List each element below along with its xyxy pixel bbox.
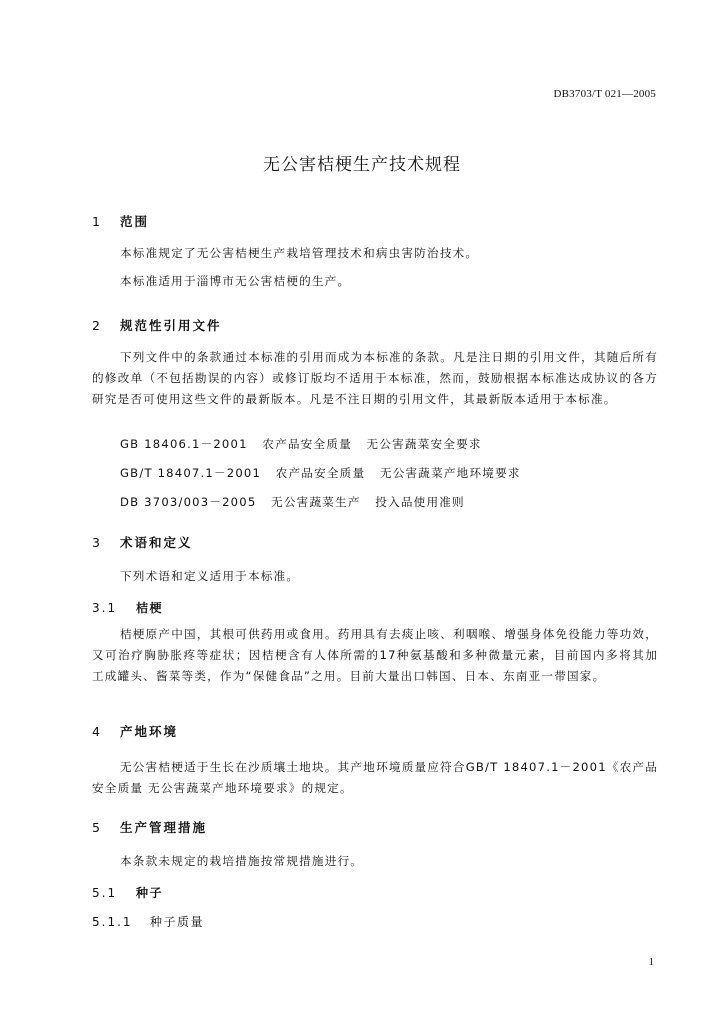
- section-4-heading: [92, 722, 178, 740]
- section-title: 产地环境: [120, 724, 179, 739]
- reference-item: DB 3703/003－2005 无公害蔬菜生产 投入品使用准则: [120, 495, 465, 509]
- standard-code: DB3703/T 021—2005: [553, 88, 656, 100]
- section-title: 规范性引用文件: [120, 318, 222, 333]
- document-title: 无公害桔梗生产技术规程: [263, 155, 461, 175]
- section-1-heading: [92, 212, 149, 230]
- paragraph: 下列文件中的条款通过本标准的引用而成为本标准的条款。凡是注日期的引用文件，其随后所有的修改单（不包括勘误的内容）或修订版均不适用于本标准，然而，鼓励根据本标准达成协议的各方研究是否可使用这些文件的最新版本。凡是不注日期的引用文件，其最新版本适用于本标准。: [92, 350, 658, 406]
- section-number: 2: [92, 318, 102, 333]
- subsection-number: 5.1: [92, 886, 118, 900]
- subsection-title: 种子质量: [150, 915, 205, 929]
- subsection-title: 种子: [136, 886, 164, 900]
- paragraph: 本标准适用于淄博市无公害桔梗的生产。: [120, 274, 351, 288]
- subsection-5-1-1-heading: [92, 913, 204, 930]
- subsection-3-1-heading: [92, 599, 163, 616]
- subsection-number: 5.1.1: [92, 915, 133, 929]
- reference-item: GB/T 18407.1－2001 农产品安全质量 无公害蔬菜产地环境要求: [120, 466, 521, 480]
- section-5-heading: [92, 818, 207, 836]
- subsection-title: 桔梗: [136, 601, 164, 615]
- section-2-heading: [92, 316, 222, 334]
- section-title: 术语和定义: [120, 535, 193, 550]
- paragraph: 本标准规定了无公害桔梗生产栽培管理技术和病虫害防治技术。: [120, 246, 479, 260]
- paragraph: 本条款未规定的栽培措施按常规措施进行。: [120, 854, 364, 868]
- paragraph: 无公害桔梗适于生长在沙质壤土地块。其产地环境质量应符合GB/T 18407.1－2001《农产品安全质量 无公害蔬菜产地环境要求》的规定。: [92, 760, 658, 795]
- section-number: 3: [92, 535, 102, 550]
- section-number: 5: [92, 820, 102, 835]
- section-title: 生产管理措施: [120, 820, 208, 835]
- reference-item: GB 18406.1－2001 农产品安全质量 无公害蔬菜安全要求: [120, 437, 482, 451]
- section-title: 范围: [120, 214, 150, 229]
- subsection-number: 3.1: [92, 601, 118, 615]
- paragraph: 桔梗原产中国，其根可供药用或食用。药用具有去痰止咳、利咽喉、增强身体免役能力等功效，又可治疗胸胁胀疼等症状；因桔梗含有人体所需的17种氨基酸和多种微量元素，目前国内多将其加工成罐头、酱菜等类，作为“保健食品”之用。目前大量出口韩国、日本、东南亚一带国家。: [92, 627, 658, 683]
- section-3-heading: [92, 533, 193, 551]
- page-number: 1: [648, 956, 654, 968]
- section-number: 1: [92, 214, 102, 229]
- paragraph: 下列术语和定义适用于本标准。: [120, 569, 300, 583]
- subsection-5-1-heading: [92, 884, 163, 901]
- section-number: 4: [92, 724, 102, 739]
